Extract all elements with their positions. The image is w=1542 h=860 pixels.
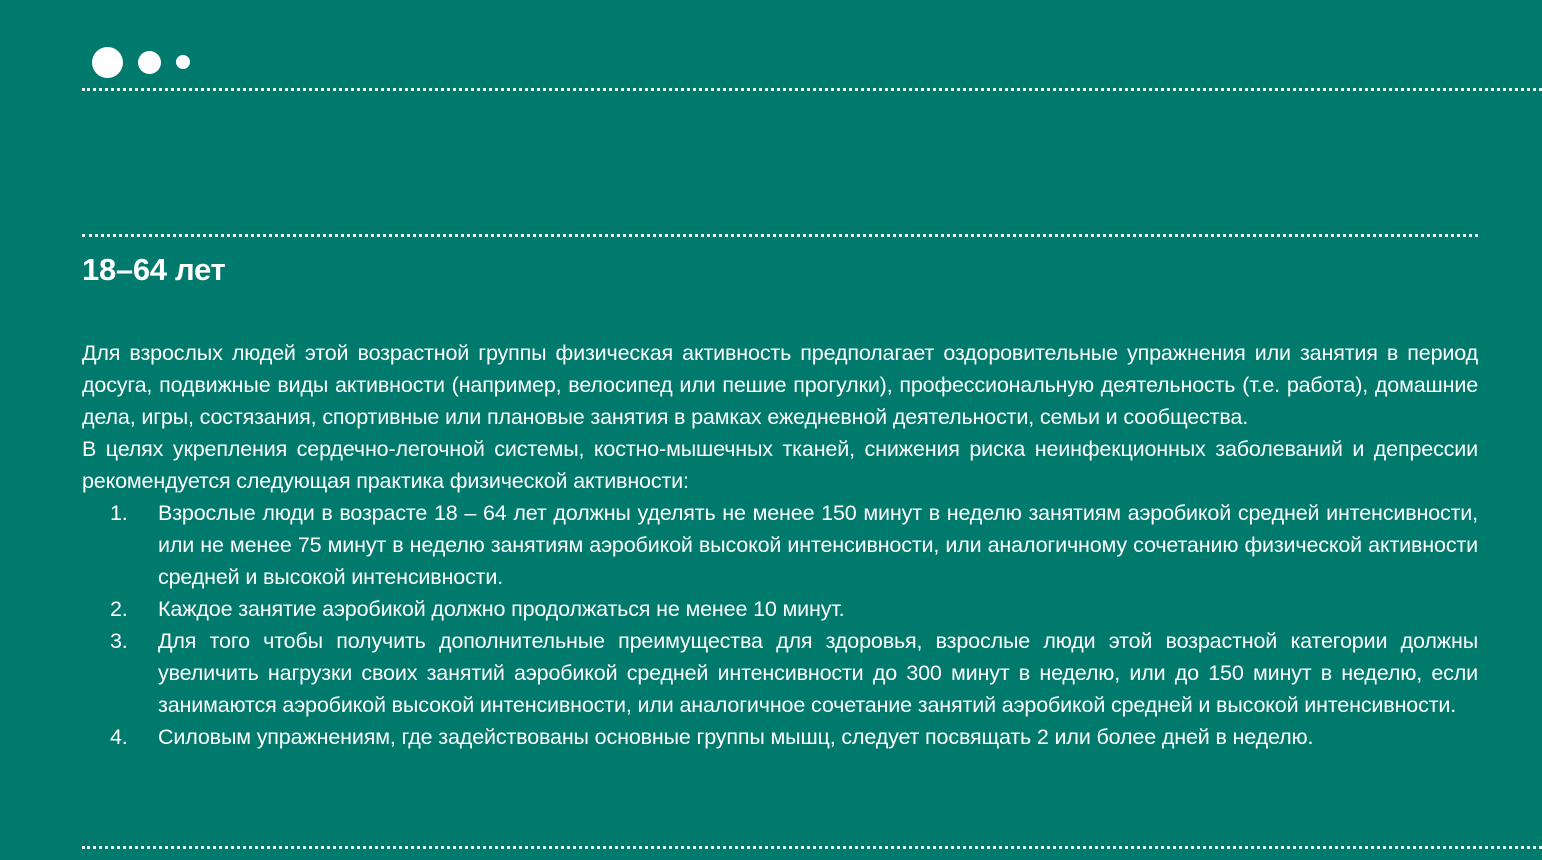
top-dotted-divider bbox=[82, 88, 1542, 91]
list-item-text: Силовым упражнениям, где задействованы основные группы мышц, следует посвящать 2 или более дней в неделю. bbox=[158, 725, 1314, 749]
section-dotted-divider bbox=[82, 234, 1478, 237]
section-body bbox=[82, 337, 1478, 753]
list-item bbox=[82, 593, 1478, 625]
list-item-number: 2. bbox=[110, 597, 128, 621]
list-item-number: 1. bbox=[110, 501, 128, 525]
dot-medium bbox=[138, 51, 161, 74]
intro-paragraph: Для взрослых людей этой возрастной группы физическая активность предполагает оздоровительные упражнения или занятия в период досуга, подвижные виды активности (например, велосипед или пешие прогулки), профессиональную деятельность (т.е. работа), домашние дела, игры, состязания, спортивные или плановые занятия в рамках ежедневной деятельности, семьи и сообщества. bbox=[82, 341, 1478, 429]
bottom-dotted-divider bbox=[82, 846, 1542, 849]
dot-small bbox=[176, 55, 190, 69]
list-item bbox=[82, 625, 1478, 721]
recommendation-list bbox=[82, 497, 1478, 753]
list-item-number: 4. bbox=[110, 725, 128, 749]
list-item-text: Взрослые люди в возрасте 18 – 64 лет должны уделять не менее 150 минут в неделю занятиям аэробикой средней интенсивности, или не менее 75 минут в неделю занятиям аэробикой высокой интенсивности, или аналогичному сочетанию физической активности средней и высокой интенсивности. bbox=[158, 501, 1478, 589]
section-title: 18–64 лет bbox=[82, 252, 226, 287]
list-item-text: Для того чтобы получить дополнительные преимущества для здоровья, взрослые люди этой возрастной категории должны увеличить нагрузки своих занятий аэробикой средней интенсивности до 300 минут в неделю, или до 150 минут в неделю, если занимаются аэробикой высокой интенсивности, или аналогичное сочетание занятий аэробикой средней и высокой интенсивности. bbox=[158, 629, 1478, 717]
list-item-text: Каждое занятие аэробикой должно продолжаться не менее 10 минут. bbox=[158, 597, 845, 621]
three-dots-icon bbox=[92, 46, 190, 78]
list-item-number: 3. bbox=[110, 629, 128, 653]
dot-large bbox=[92, 47, 123, 78]
list-item bbox=[82, 497, 1478, 593]
list-item bbox=[82, 721, 1478, 753]
recommendation-paragraph: В целях укрепления сердечно-легочной системы, костно-мышечных тканей, снижения риска неинфекционных заболеваний и депрессии рекомендуется следующая практика физической активности: bbox=[82, 437, 1478, 493]
